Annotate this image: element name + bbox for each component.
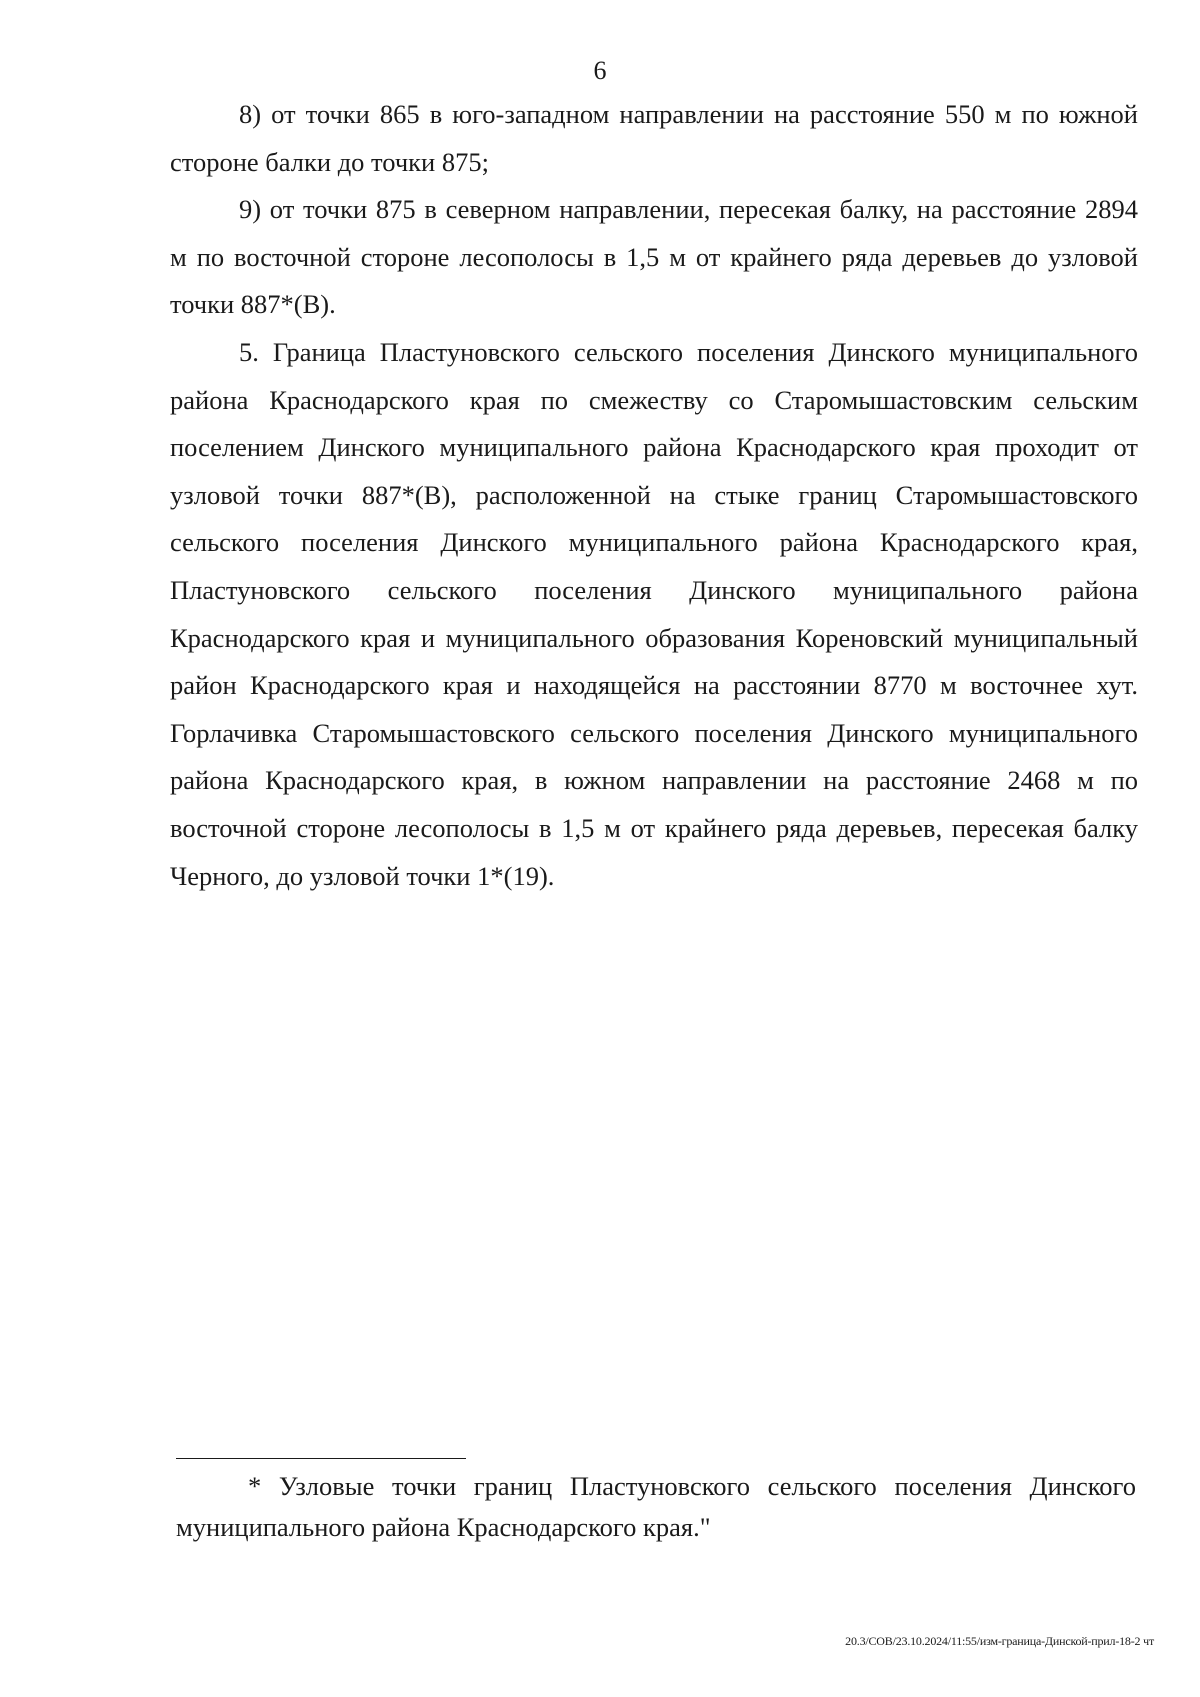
page-number: 6 [593,56,607,85]
footnote-text: * Узловые точки границ Пластуновского сельского поселения Динского муниципального района Краснодарского края." [176,1471,1136,1542]
body-text [170,91,1138,900]
paragraph-item-9: 9) от точки 875 в северном направлении, пересекая балку, на расстояние 2894 м по восточной стороне лесополосы в 1,5 м от крайнего ряда деревьев до узловой точки 887*(В). [170,194,1138,320]
document-stamp: 20.3/СОВ/23.10.2024/11:55/изм-граница-Динской-прил-18-2 чт [845,1634,1154,1648]
paragraph-section-5: 5. Граница Пластуновского сельского поселения Динского муниципального района Краснодарского края по смежеству со Старомышастовским сельским поселением Динского муниципального района Краснодарского края проходит от узловой точки 887*(В), расположенной на стыке границ Старомышастовского сельского поселения Динского муниципального района Краснодарского края, Пластуновского сельского поселения Динского муниципального района Краснодарского края и муниципального образования Кореновский муниципальный район Краснодарского края и находящейся на расстоянии 8770 м восточнее хут. Горлачивка Старомышастовского сельского поселения Динского муниципального района Краснодарского края, в южном направлении на расстояние 2468 м по восточной стороне лесополосы в 1,5 м от крайнего ряда деревьев, пересекая балку Черного, до узловой точки 1*(19). [170,336,1138,891]
footnote-divider [176,1458,466,1459]
footnote [176,1466,1136,1548]
paragraph-item-8: 8) от точки 865 в юго-западном направлении на расстояние 550 м по южной стороне балки до точки 875; [170,99,1138,177]
